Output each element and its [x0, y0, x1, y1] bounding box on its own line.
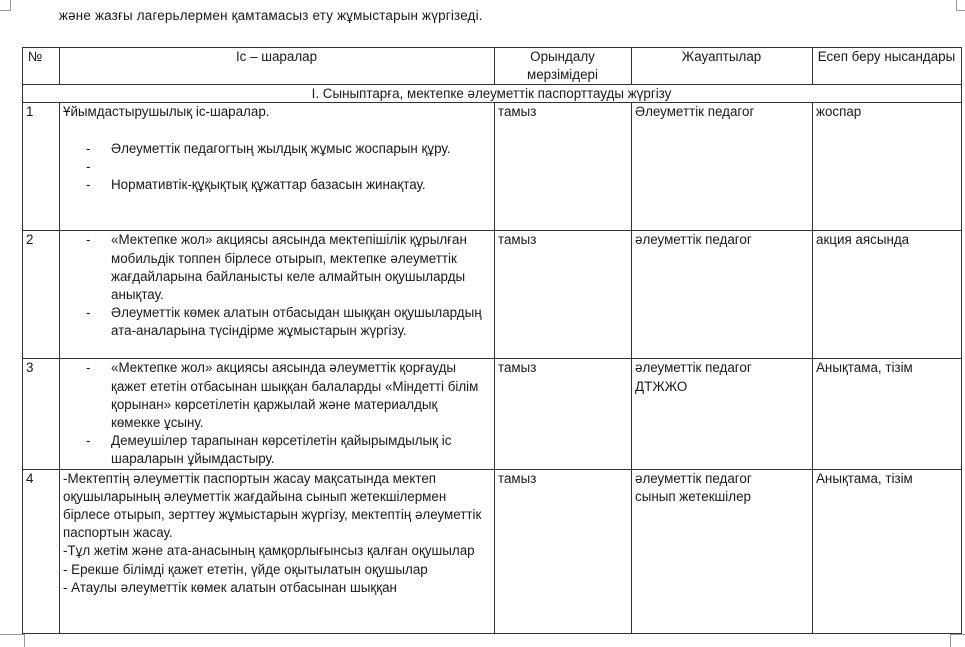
row-number: 3 [23, 359, 60, 469]
row-report: жоспар [813, 103, 962, 231]
row-deadline: тамыз [495, 103, 632, 231]
table-row [23, 359, 962, 469]
list-item: - Демеушілер тарапынан көрсетілетін қайырымдылық іс шараларын ұйымдастыру. [63, 432, 490, 468]
row-deadline: тамыз [495, 469, 632, 633]
page-corner-mark [956, 0, 965, 11]
intro-text: және жазғы лагерьлермен қамтамасыз ету жұмыстарын жүргізеді. [59, 8, 483, 23]
row-responsible: әлеуметтік педагог [632, 231, 813, 359]
table-row [23, 103, 962, 231]
activity-line: -Тұл жетім және ата-анасының қамқорлығынсыз қалған оқушылар [63, 543, 475, 559]
row-activities [60, 469, 495, 633]
header-deadline: Орындалу мерзімідері [495, 48, 632, 85]
table-row [23, 231, 962, 359]
row-responsible: әлеуметтік педагог сынып жетекшілер [632, 469, 813, 633]
activity-line: - Ерекше білімді қажет ететін, үйде оқытылатын оқушылар [63, 561, 428, 577]
row-number: 2 [23, 231, 60, 359]
row-activities [60, 103, 495, 231]
section-title: І. Сыныптарға, мектепке әлеуметтік паспорттауды жүргізу [23, 85, 962, 103]
activity-line: - Атаулы әлеуметтік көмек алатын отбасынан шыққан [63, 579, 397, 595]
table-row [23, 469, 962, 633]
row-activities [60, 231, 495, 359]
header-number: № [23, 48, 60, 85]
row-number: 4 [23, 469, 60, 633]
row-deadline: тамыз [495, 359, 632, 469]
list-item: - Әлеуметтік педагогтың жылдық жұмыс жоспарын құру. [63, 140, 490, 158]
activity-line: -Мектептің әлеуметтік паспортын жасау мақсатында мектеп оқушыларының әлеуметтік жағдайына сынып жетекшілермен бірлесе отырып, зерттеу жұмыстарын жүргізу, мектептің әлеуметтік паспортын жасау. [63, 470, 482, 541]
row-responsible: әлеуметтік педагог ДТЖЖО [632, 359, 813, 469]
table-header-row [23, 48, 962, 85]
row-report: акция аясында [813, 231, 962, 359]
page-corner-mark [0, 0, 11, 11]
list-item: - «Мектепке жол» акциясы аясында әлеуметтік қорғауды қажет ететін отбасынан шыққан балаларды «Міндетті білім қорынан» көрсетілетін қаржылай және материалдық көмекке ұсыну. [63, 359, 490, 432]
page-corner-mark [950, 634, 965, 647]
activity-plan-table [22, 47, 962, 634]
activity-intro: Ұйымдастырушылық іс-шаралар. [63, 104, 270, 120]
row-report: Анықтама, тізім [813, 469, 962, 633]
row-responsible: Әлеуметтік педагог [632, 103, 813, 231]
row-deadline: тамыз [495, 231, 632, 359]
header-responsible: Жауаптылар [632, 48, 813, 85]
list-item: - «Мектепке жол» акциясы аясында мектепішілік құрылған мобильдік топпен бірлесе отырып, мектепке әлеуметтік жағдайларына байланысты келе алмайтын оқушыларды анықтау. [63, 231, 490, 304]
section-row [23, 85, 962, 103]
row-activities [60, 359, 495, 469]
list-item: - Әлеуметтік көмек алатын отбасыдан шыққан оқушылардың ата-аналарына түсіндірме жұмыстарын жүргізу. [63, 304, 490, 340]
page-corner-mark [0, 634, 25, 647]
header-activities: Іс – шаралар [60, 48, 495, 85]
row-number: 1 [23, 103, 60, 231]
row-report: Анықтама, тізім [813, 359, 962, 469]
header-report-form: Есеп беру нысандары [813, 48, 962, 85]
list-item: - Нормативтік-құқықтық құжаттар базасын жинақтау. [63, 176, 490, 194]
